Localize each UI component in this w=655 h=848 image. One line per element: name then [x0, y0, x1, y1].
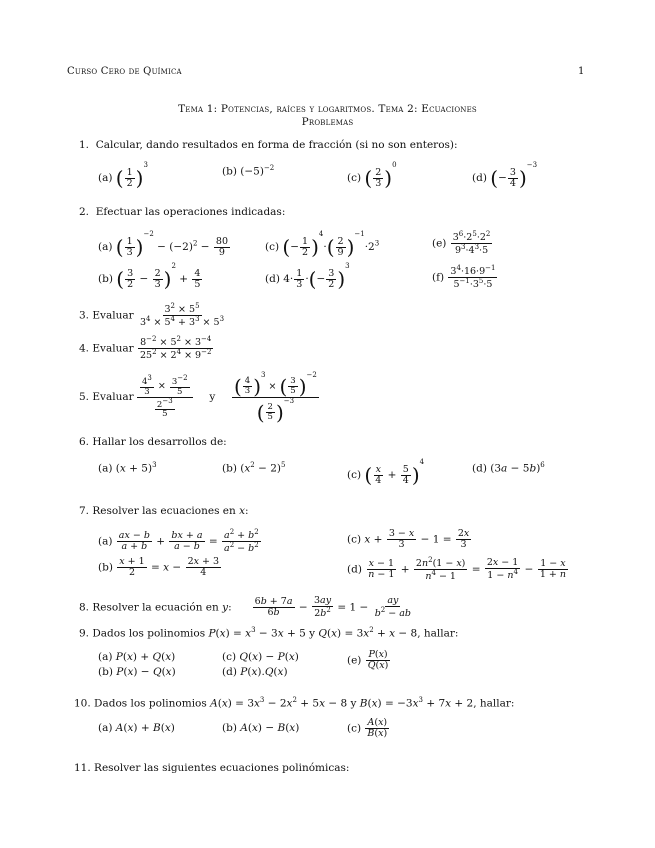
problem-5: 5. Evaluar $\frac{4^3}{3}$ × $\frac{3^{-2}}{5}$ $\frac{2^{-3}}{5}$ y ( $\frac{4}{3}$ )$^3$ × ( $\frac{3}{5}$ )$^{-2}$ ( $\frac{2}{5}$ )$^{-3}$	[79, 371, 317, 424]
problem-2e: (e) $\frac{3^6\cdot 2^5\cdot 2^2}{9^3\cdot 4^3\cdot 5}$	[432, 230, 491, 257]
problem-1b: (b) $(-5)^{-2}$	[222, 164, 275, 178]
problem-1: 1. Calcular, dando resultados en forma de fracción (si no son enteros):	[79, 139, 458, 151]
problem-6d: (d) $(3a - 5b)^6$	[472, 461, 545, 475]
problem-9a: (a) P(x) + Q(x)	[98, 651, 176, 663]
problem-6b: (b) $(x^2 - 2)^5$	[222, 461, 286, 475]
problem-6: 6. Hallar los desarrollos de:	[79, 436, 227, 448]
problem-9e: (e) $\frac{P(x)}{Q(x)}$	[347, 649, 389, 671]
problem-2f: (f) $\frac{3^4\cdot 16\cdot 9^{-1}}{5^{-1}\cdot 3^5\cdot 5}$	[432, 264, 496, 291]
problem-10c: (c) $\frac{A(x)}{B(x)}$	[347, 717, 388, 739]
problem-10a: (a) A(x) + B(x)	[98, 722, 175, 734]
problem-7d: (d) $\frac{x - 1}{n - 1}$ + $\frac{2n^2(1 - x)}{n^4 - 1}$ = $\frac{2x - 1}{1 - n^4}$ − $\frac{1 - x}{1 + n}$	[347, 556, 566, 583]
problem-2d: (d) 4· $\frac{1}{3}$ ·(− $\frac{3}{2}$ )$^3$	[265, 262, 350, 291]
problem-6a: (a) $(x + 5)^3$	[98, 461, 157, 475]
problem-10b: (b) A(x) − B(x)	[222, 722, 300, 734]
problem-11: 11. Resolver las siguientes ecuaciones polinómicas:	[74, 762, 350, 774]
problem-7: 7. Resolver las ecuaciones en x:	[79, 505, 249, 517]
problem-10: 10. Dados los polinomios $A(x) = 3x^3 - 2x^2 + 5x - 8$ y $B(x) = -3x^3 + 7x + 2$, hallar:	[74, 696, 515, 710]
page-subtitle: Problemas	[301, 116, 354, 128]
running-header: Curso Cero de Química	[67, 66, 182, 77]
problem-2: 2. Efectuar las operaciones indicadas:	[79, 206, 286, 218]
problem-1c: (c) ( $\frac{2}{3}$ )$^0$	[347, 161, 397, 190]
problem-6c: (c) ( $\frac{x}{4}$ + $\frac{5}{4}$ )$^4$	[347, 458, 425, 487]
problem-2c: (c) (− $\frac{1}{2}$ )$^4$·( $\frac{2}{9}$ )$^{-1}\cdot 2^3$	[265, 230, 380, 259]
problem-7a: (a) $\frac{ax - b}{a + b}$ + $\frac{bx + a}{a - b}$ = $\frac{a^2 + b^2}{a^2 - b^2}$	[98, 528, 259, 555]
problem-4: 4. Evaluar $\frac{8^{-2} \times 5^2 \times 3^{-4}}{25^2 \times 2^4 \times 9^{-2}}$	[79, 335, 212, 362]
problem-9b: (b) P(x) − Q(x)	[98, 666, 176, 678]
problem-2a: (a) ( $\frac{1}{3}$ )$^{-2} - (-2)^2$ − $\frac{80}{9}$	[98, 230, 228, 259]
problem-7c: (c) x + $\frac{3 - x}{3}$ − 1 = $\frac{2x}{3}$	[347, 528, 470, 550]
problem-1a: (a) ( $\frac{1}{2}$ )$^3$	[98, 161, 148, 190]
problem-1d: (d) (− $\frac{3}{4}$ )$^{-3}$	[472, 161, 538, 190]
problem-2b: (b) ( $\frac{3}{2}$ − $\frac{2}{3}$ )$^2$ + $\frac{4}{5}$	[98, 262, 201, 291]
problem-8: 8. Resolver la ecuación en y: $\frac{6b + 7a}{6b}$ − $\frac{3ay}{2b^2}$ = 1 − $\frac{ay}{b^2 - ab}$	[79, 595, 412, 620]
problem-9c: (c) Q(x) − P(x)	[222, 651, 299, 663]
problem-7b: (b) $\frac{x + 1}{2}$ = x − $\frac{2x + 3}{4}$	[98, 556, 220, 578]
problem-9d: (d) P(x).Q(x)	[222, 666, 288, 678]
page-title: Tema 1: Potencias, raíces y logaritmos. Tema 2: Ecuaciones	[178, 103, 477, 115]
problem-9: 9. Dados los polinomios $P(x) = x^3 - 3x + 5$ y $Q(x) = 3x^2 + x - 8$, hallar:	[79, 626, 459, 640]
page-number: 1	[578, 66, 585, 77]
problem-3: 3. Evaluar $\frac{3^2 \times 5^5}{3^4 \times 5^4 + 3^3 \times 5^3}$	[79, 302, 225, 329]
